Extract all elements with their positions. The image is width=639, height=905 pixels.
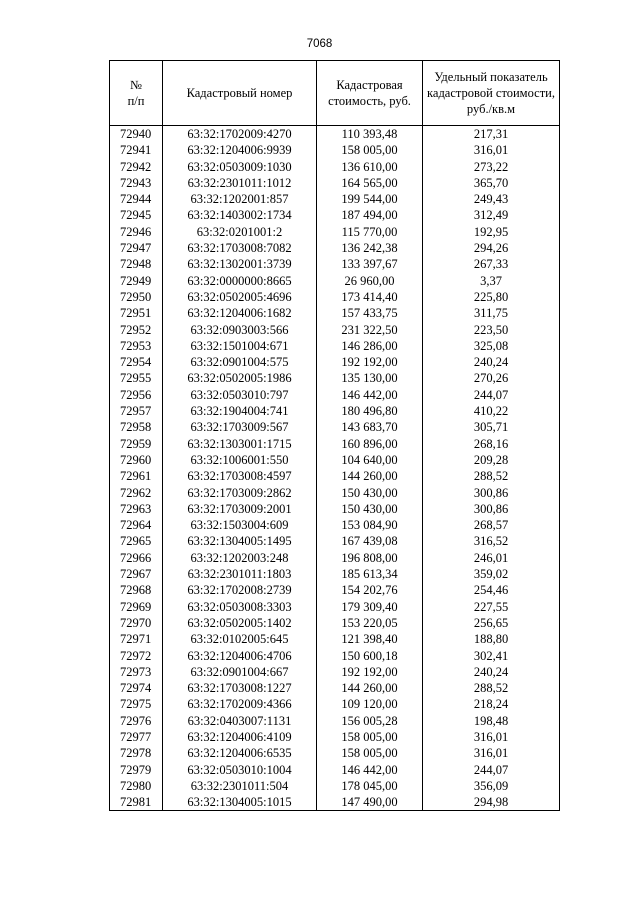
table-row [110, 794, 560, 811]
cadastral-number-cell: 63:32:1202003:248 [163, 550, 317, 566]
table-row [110, 436, 560, 452]
row-number-cell: 72950 [110, 289, 163, 305]
cadastral-value-cell: 173 414,40 [317, 289, 423, 305]
cadastral-value-cell: 192 192,00 [317, 354, 423, 370]
table-row [110, 387, 560, 403]
specific-value-cell: 223,50 [423, 322, 560, 338]
cadastral-value-cell: 146 442,00 [317, 762, 423, 778]
header-row-number-label: № п/п [127, 78, 145, 108]
specific-value-cell: 311,75 [423, 305, 560, 321]
specific-value-cell: 294,26 [423, 240, 560, 256]
row-number-cell: 72981 [110, 794, 163, 811]
specific-value-cell: 365,70 [423, 175, 560, 191]
table-row [110, 322, 560, 338]
cadastral-number-cell: 63:32:0102005:645 [163, 631, 317, 647]
specific-value-cell: 267,33 [423, 256, 560, 272]
table-row [110, 403, 560, 419]
table-row [110, 191, 560, 207]
specific-value-cell: 268,16 [423, 436, 560, 452]
table-header-row [110, 61, 560, 126]
cadastral-number-cell: 63:32:1703008:4597 [163, 468, 317, 484]
cadastral-number-cell: 63:32:1204006:6535 [163, 745, 317, 761]
row-number-cell: 72967 [110, 566, 163, 582]
row-number-cell: 72944 [110, 191, 163, 207]
specific-value-cell: 356,09 [423, 778, 560, 794]
cadastral-value-cell: 158 005,00 [317, 142, 423, 158]
row-number-cell: 72941 [110, 142, 163, 158]
cadastral-number-cell: 63:32:0503010:797 [163, 387, 317, 403]
table-row [110, 338, 560, 354]
row-number-cell: 72954 [110, 354, 163, 370]
cadastral-number-cell: 63:32:1703009:567 [163, 419, 317, 435]
cadastral-value-cell: 150 600,18 [317, 648, 423, 664]
row-number-cell: 72942 [110, 159, 163, 175]
cadastral-value-cell: 153 220,05 [317, 615, 423, 631]
cadastral-value-cell: 136 242,38 [317, 240, 423, 256]
table-row [110, 468, 560, 484]
cadastral-value-cell: 158 005,00 [317, 729, 423, 745]
cadastral-value-cell: 164 565,00 [317, 175, 423, 191]
specific-value-cell: 217,31 [423, 126, 560, 143]
cadastral-value-cell: 133 397,67 [317, 256, 423, 272]
cadastral-value-cell: 180 496,80 [317, 403, 423, 419]
table-row [110, 729, 560, 745]
specific-value-cell: 316,01 [423, 729, 560, 745]
table-row [110, 175, 560, 191]
header-cadastral-value-label: Кадастровая стоимость, руб. [328, 78, 411, 108]
cadastral-number-cell: 63:32:2301011:1803 [163, 566, 317, 582]
cadastral-value-cell: 136 610,00 [317, 159, 423, 175]
cadastral-number-cell: 63:32:1703008:1227 [163, 680, 317, 696]
specific-value-cell: 410,22 [423, 403, 560, 419]
specific-value-cell: 288,52 [423, 680, 560, 696]
header-cadastral-number [163, 61, 317, 126]
specific-value-cell: 244,07 [423, 387, 560, 403]
row-number-cell: 72975 [110, 696, 163, 712]
cadastral-value-cell: 147 490,00 [317, 794, 423, 811]
specific-value-cell: 302,41 [423, 648, 560, 664]
row-number-cell: 72970 [110, 615, 163, 631]
table-row [110, 240, 560, 256]
specific-value-cell: 254,46 [423, 582, 560, 598]
row-number-cell: 72961 [110, 468, 163, 484]
row-number-cell: 72973 [110, 664, 163, 680]
cadastral-value-cell: 115 770,00 [317, 224, 423, 240]
row-number-cell: 72964 [110, 517, 163, 533]
specific-value-cell: 192,95 [423, 224, 560, 240]
table-row [110, 256, 560, 272]
table-row [110, 142, 560, 158]
cadastral-value-cell: 144 260,00 [317, 680, 423, 696]
cadastral-number-cell: 63:32:1304005:1495 [163, 533, 317, 549]
cadastral-value-cell: 104 640,00 [317, 452, 423, 468]
specific-value-cell: 225,80 [423, 289, 560, 305]
row-number-cell: 72976 [110, 713, 163, 729]
table-row [110, 485, 560, 501]
table-body [110, 126, 560, 811]
cadastral-number-cell: 63:32:1703009:2862 [163, 485, 317, 501]
specific-value-cell: 316,52 [423, 533, 560, 549]
cadastral-number-cell: 63:32:1703008:7082 [163, 240, 317, 256]
cadastral-value-cell: 144 260,00 [317, 468, 423, 484]
cadastral-number-cell: 63:32:0901004:575 [163, 354, 317, 370]
row-number-cell: 72972 [110, 648, 163, 664]
specific-value-cell: 244,07 [423, 762, 560, 778]
table-row [110, 533, 560, 549]
table-row [110, 745, 560, 761]
page-number: 7068 [306, 38, 333, 50]
cadastral-value-cell: 178 045,00 [317, 778, 423, 794]
row-number-cell: 72958 [110, 419, 163, 435]
header-specific-value-label: Удельный показатель кадастровой стоимости, руб./кв.м [427, 70, 555, 116]
cadastral-value-cell: 158 005,00 [317, 745, 423, 761]
cadastral-number-cell: 63:32:0503009:1030 [163, 159, 317, 175]
specific-value-cell: 3,37 [423, 273, 560, 289]
specific-value-cell: 294,98 [423, 794, 560, 811]
specific-value-cell: 300,86 [423, 501, 560, 517]
table-row [110, 305, 560, 321]
row-number-cell: 72956 [110, 387, 163, 403]
specific-value-cell: 240,24 [423, 664, 560, 680]
row-number-cell: 72940 [110, 126, 163, 143]
cadastral-value-cell: 192 192,00 [317, 664, 423, 680]
row-number-cell: 72966 [110, 550, 163, 566]
row-number-cell: 72948 [110, 256, 163, 272]
cadastral-number-cell: 63:32:1204006:4109 [163, 729, 317, 745]
row-number-cell: 72979 [110, 762, 163, 778]
specific-value-cell: 325,08 [423, 338, 560, 354]
row-number-cell: 72951 [110, 305, 163, 321]
cadastral-number-cell: 63:32:1303001:1715 [163, 436, 317, 452]
cadastral-value-cell: 150 430,00 [317, 501, 423, 517]
cadastral-value-cell: 160 896,00 [317, 436, 423, 452]
table-row [110, 419, 560, 435]
specific-value-cell: 198,48 [423, 713, 560, 729]
table-row [110, 501, 560, 517]
row-number-cell: 72955 [110, 370, 163, 386]
table-row [110, 126, 560, 143]
cadastral-number-cell: 63:32:1501004:671 [163, 338, 317, 354]
table-row [110, 273, 560, 289]
cadastral-value-cell: 157 433,75 [317, 305, 423, 321]
specific-value-cell: 256,65 [423, 615, 560, 631]
row-number-cell: 72960 [110, 452, 163, 468]
cadastral-value-cell: 167 439,08 [317, 533, 423, 549]
row-number-cell: 72968 [110, 582, 163, 598]
cadastral-value-cell: 156 005,28 [317, 713, 423, 729]
specific-value-cell: 249,43 [423, 191, 560, 207]
table-row [110, 615, 560, 631]
table-row [110, 289, 560, 305]
row-number-cell: 72946 [110, 224, 163, 240]
cadastral-number-cell: 63:32:0502005:1986 [163, 370, 317, 386]
cadastral-value-cell: 199 544,00 [317, 191, 423, 207]
cadastral-value-cell: 185 613,34 [317, 566, 423, 582]
specific-value-cell: 246,01 [423, 550, 560, 566]
table-row [110, 762, 560, 778]
cadastral-number-cell: 63:32:0903003:566 [163, 322, 317, 338]
specific-value-cell: 240,24 [423, 354, 560, 370]
cadastral-number-cell: 63:32:0502005:4696 [163, 289, 317, 305]
specific-value-cell: 316,01 [423, 142, 560, 158]
table-row [110, 207, 560, 223]
cadastral-number-cell: 63:32:2301011:504 [163, 778, 317, 794]
table-row [110, 159, 560, 175]
row-number-cell: 72978 [110, 745, 163, 761]
cadastral-number-cell: 63:32:0000000:8665 [163, 273, 317, 289]
table-row [110, 631, 560, 647]
row-number-cell: 72953 [110, 338, 163, 354]
table-row [110, 354, 560, 370]
cadastral-number-cell: 63:32:1302001:3739 [163, 256, 317, 272]
cadastral-value-cell: 135 130,00 [317, 370, 423, 386]
specific-value-cell: 300,86 [423, 485, 560, 501]
cadastral-number-cell: 63:32:0503010:1004 [163, 762, 317, 778]
cadastral-value-table [109, 60, 560, 811]
row-number-cell: 72980 [110, 778, 163, 794]
cadastral-value-cell: 153 084,90 [317, 517, 423, 533]
row-number-cell: 72969 [110, 599, 163, 615]
table-row [110, 452, 560, 468]
cadastral-number-cell: 63:32:1904004:741 [163, 403, 317, 419]
cadastral-number-cell: 63:32:1204006:9939 [163, 142, 317, 158]
cadastral-value-cell: 146 442,00 [317, 387, 423, 403]
cadastral-number-cell: 63:32:0502005:1402 [163, 615, 317, 631]
cadastral-value-cell: 146 286,00 [317, 338, 423, 354]
table-row [110, 696, 560, 712]
cadastral-number-cell: 63:32:1403002:1734 [163, 207, 317, 223]
cadastral-value-cell: 150 430,00 [317, 485, 423, 501]
cadastral-number-cell: 63:32:1202001:857 [163, 191, 317, 207]
cadastral-number-cell: 63:32:2301011:1012 [163, 175, 317, 191]
table-row [110, 680, 560, 696]
cadastral-value-cell: 154 202,76 [317, 582, 423, 598]
cadastral-value-cell: 143 683,70 [317, 419, 423, 435]
specific-value-cell: 227,55 [423, 599, 560, 615]
table-row [110, 778, 560, 794]
row-number-cell: 72947 [110, 240, 163, 256]
cadastral-value-cell: 179 309,40 [317, 599, 423, 615]
row-number-cell: 72945 [110, 207, 163, 223]
row-number-cell: 72949 [110, 273, 163, 289]
cadastral-value-cell: 196 808,00 [317, 550, 423, 566]
cadastral-value-cell: 110 393,48 [317, 126, 423, 143]
specific-value-cell: 209,28 [423, 452, 560, 468]
header-cadastral-number-label: Кадастровый номер [186, 86, 293, 100]
table-row [110, 599, 560, 615]
cadastral-number-cell: 63:32:1503004:609 [163, 517, 317, 533]
cadastral-number-cell: 63:32:1703009:2001 [163, 501, 317, 517]
table-row [110, 713, 560, 729]
table-row [110, 648, 560, 664]
row-number-cell: 72963 [110, 501, 163, 517]
specific-value-cell: 359,02 [423, 566, 560, 582]
specific-value-cell: 288,52 [423, 468, 560, 484]
row-number-cell: 72952 [110, 322, 163, 338]
table-row [110, 664, 560, 680]
row-number-cell: 72959 [110, 436, 163, 452]
table-row [110, 566, 560, 582]
cadastral-number-cell: 63:32:1204006:1682 [163, 305, 317, 321]
header-cadastral-value [317, 61, 423, 126]
cadastral-number-cell: 63:32:1702009:4270 [163, 126, 317, 143]
row-number-cell: 72943 [110, 175, 163, 191]
specific-value-cell: 305,71 [423, 419, 560, 435]
cadastral-number-cell: 63:32:0901004:667 [163, 664, 317, 680]
cadastral-value-cell: 109 120,00 [317, 696, 423, 712]
row-number-cell: 72965 [110, 533, 163, 549]
specific-value-cell: 188,80 [423, 631, 560, 647]
table-row [110, 550, 560, 566]
cadastral-value-cell: 26 960,00 [317, 273, 423, 289]
cadastral-value-cell: 121 398,40 [317, 631, 423, 647]
cadastral-number-cell: 63:32:0403007:1131 [163, 713, 317, 729]
specific-value-cell: 316,01 [423, 745, 560, 761]
cadastral-number-cell: 63:32:1204006:4706 [163, 648, 317, 664]
cadastral-number-cell: 63:32:1304005:1015 [163, 794, 317, 811]
row-number-cell: 72974 [110, 680, 163, 696]
header-row-number [110, 61, 163, 126]
table-row [110, 582, 560, 598]
cadastral-number-cell: 63:32:1702008:2739 [163, 582, 317, 598]
header-specific-value [423, 61, 560, 126]
cadastral-value-cell: 187 494,00 [317, 207, 423, 223]
specific-value-cell: 218,24 [423, 696, 560, 712]
cadastral-number-cell: 63:32:1006001:550 [163, 452, 317, 468]
table-row [110, 370, 560, 386]
row-number-cell: 72957 [110, 403, 163, 419]
table-row [110, 224, 560, 240]
row-number-cell: 72977 [110, 729, 163, 745]
table-row [110, 517, 560, 533]
specific-value-cell: 273,22 [423, 159, 560, 175]
cadastral-number-cell: 63:32:0503008:3303 [163, 599, 317, 615]
cadastral-number-cell: 63:32:1702009:4366 [163, 696, 317, 712]
cadastral-value-cell: 231 322,50 [317, 322, 423, 338]
specific-value-cell: 312,49 [423, 207, 560, 223]
row-number-cell: 72962 [110, 485, 163, 501]
specific-value-cell: 270,26 [423, 370, 560, 386]
row-number-cell: 72971 [110, 631, 163, 647]
specific-value-cell: 268,57 [423, 517, 560, 533]
cadastral-number-cell: 63:32:0201001:2 [163, 224, 317, 240]
